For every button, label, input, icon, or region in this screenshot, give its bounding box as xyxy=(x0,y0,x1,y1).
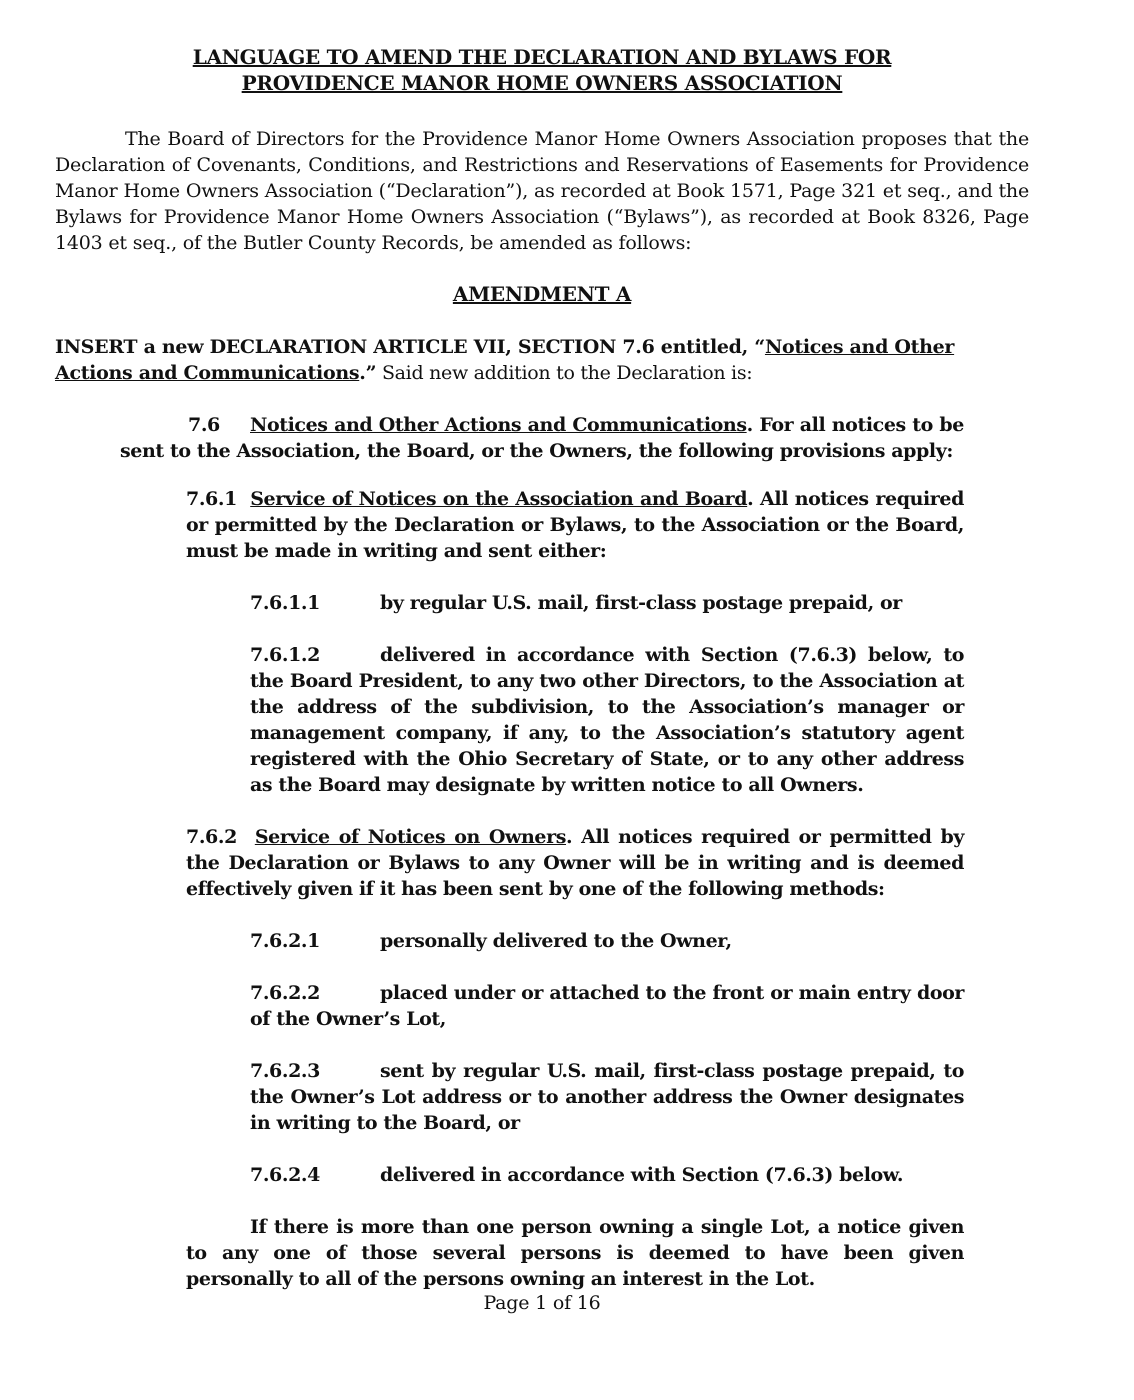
section-7-6-2 xyxy=(186,824,964,902)
section-text: . For all notices to be sent to the Association, the Board, or the Owners, the following provisions apply: xyxy=(120,414,964,462)
section-text: . All notices required or permitted by the Declaration or Bylaws to any Owner will be in writing and is deemed effectively given if it has been sent by one of the following methods: xyxy=(186,826,965,900)
title-line-1: LANGUAGE TO AMEND THE DECLARATION AND BYLAWS FOR xyxy=(192,45,892,69)
section-text: . All notices required or permitted by the Declaration or Bylaws, to the Association or the Board, must be made in writing and sent either: xyxy=(186,488,964,562)
list-item xyxy=(250,642,964,798)
insert-rest: Said new addition to the Declaration is: xyxy=(376,362,753,384)
document-title xyxy=(0,44,1084,96)
item-text: by regular U.S. mail, first-class postage prepaid, or xyxy=(380,592,902,614)
item-number: 7.6.1.2 xyxy=(250,644,320,666)
item-text: placed under or attached to the front or main entry door of the Owner’s Lot, xyxy=(250,982,964,1030)
section-7-6-1 xyxy=(186,486,964,564)
list-item xyxy=(250,590,964,616)
insert-lead: INSERT a new DECLARATION ARTICLE VII, SECTION 7.6 entitled, “ xyxy=(55,336,765,358)
item-number: 7.6.2.3 xyxy=(250,1060,320,1082)
section-number: 7.6.2 xyxy=(186,826,237,848)
list-item xyxy=(250,1162,964,1188)
insert-close: .” xyxy=(359,362,377,384)
section-heading: Notices and Other Actions and Communications xyxy=(250,414,747,436)
item-number: 7.6.2.4 xyxy=(250,1164,320,1186)
page-number: Page 1 of 16 xyxy=(483,1292,601,1314)
amendment-heading: AMENDMENT A xyxy=(452,282,632,306)
item-number: 7.6.2.2 xyxy=(250,982,320,1004)
item-text: delivered in accordance with Section (7.6.3) below, to the Board President, to any two other Directors, to the Association at the address of the subdivision, to the Association’s manager or management company, if any, to the Association’s statutory agent registered with the Ohio Secretary of State, or to any other address as the Board may designate by written notice to all Owners. xyxy=(250,644,964,796)
item-text: personally delivered to the Owner, xyxy=(380,930,732,952)
section-number: 7.6 xyxy=(188,414,220,436)
item-text: sent by regular U.S. mail, first-class postage prepaid, to the Owner’s Lot address or to another address the Owner designates in writing to the Board, or xyxy=(250,1060,964,1134)
section-7-6 xyxy=(120,412,964,464)
title-line-2: PROVIDENCE MANOR HOME OWNERS ASSOCIATION xyxy=(241,71,843,95)
item-text: delivered in accordance with Section (7.6.3) below. xyxy=(380,1164,904,1186)
list-item xyxy=(250,980,964,1032)
closing-paragraph: If there is more than one person owning a single Lot, a notice given to any one of those several persons is deemed to have been given personally to all of the persons owning an interest in the Lot. xyxy=(186,1216,964,1290)
section-heading: Service of Notices on the Association and Board xyxy=(250,488,748,510)
section-number: 7.6.1 xyxy=(186,488,237,510)
list-item xyxy=(250,928,964,954)
item-number: 7.6.1.1 xyxy=(250,592,320,614)
section-heading: Service of Notices on Owners xyxy=(254,826,567,848)
intro-paragraph: The Board of Directors for the Providence Manor Home Owners Association proposes that the Declaration of Covenants, Conditions, and Restrictions and Reservations of Easements for Providence Manor Home Owners Association (“Declaration”), as recorded at Book 1571, Page 321 et seq., and the Bylaws for Providence Manor Home Owners Association (“Bylaws”), as recorded at Book 8326, Page 1403 et seq., of the Butler County Records, be amended as follows: xyxy=(55,128,1029,254)
list-item xyxy=(250,1058,964,1136)
insert-instruction xyxy=(55,334,1029,386)
item-number: 7.6.2.1 xyxy=(250,930,320,952)
insert-title: Notices and Other Actions and Communications xyxy=(55,336,955,384)
